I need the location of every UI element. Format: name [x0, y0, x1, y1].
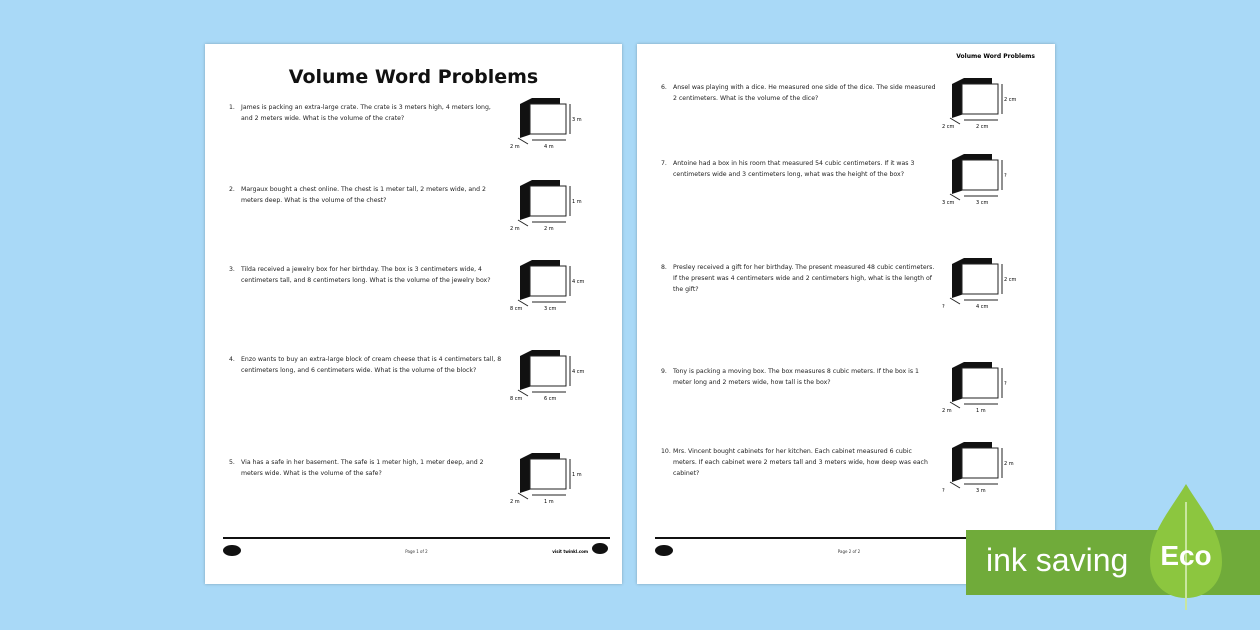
problem-number: 6.: [661, 84, 667, 91]
problem-body: James is packing an extra-large crate. The crate is 3 meters high, 4 meters long, and 2 meters wide. What is the volume of the crate?: [241, 104, 491, 122]
problem-body: Presley received a gift for her birthday. The present measured 48 cubic centimeters. If the present was 4 centimeters wide and 2 centimeters high, what is the length of the gift?: [673, 264, 935, 293]
dimension-label: 8 cm: [510, 306, 523, 312]
problem-text: [661, 262, 936, 295]
dimension-label: 2 m: [510, 499, 520, 505]
problem-number: 9.: [661, 368, 667, 375]
dimension-label: 3 m: [572, 117, 582, 123]
dimension-label: 4 cm: [976, 304, 989, 310]
problem-body: Mrs. Vincent bought cabinets for her kitchen. Each cabinet measured 6 cubic meters. If each cabinet were 2 meters tall and 3 meters wide, how deep was each cabinet?: [673, 448, 928, 477]
problem-text: [661, 158, 936, 180]
dimension-label: 3 m: [976, 488, 986, 494]
box-diagram: [510, 256, 585, 312]
problem-number: 8.: [661, 264, 667, 271]
worksheet-page-2: [637, 44, 1055, 584]
dimension-label: ?: [942, 304, 945, 310]
dimension-label: 2 m: [510, 144, 520, 150]
dimension-label: 2 cm: [942, 124, 955, 130]
dimension-label: 2 m: [544, 226, 554, 232]
dimension-label: ?: [942, 488, 945, 494]
dimension-label: ?: [1004, 173, 1007, 179]
dimension-label: 4 cm: [572, 369, 585, 375]
dimension-label: 8 cm: [510, 396, 523, 402]
problem-number: 1.: [229, 104, 235, 111]
dimension-label: 2 cm: [1004, 97, 1017, 103]
problem-number: 3.: [229, 266, 235, 273]
problem-body: Ansel was playing with a dice. He measured one side of the dice. The side measured 2 centimeters. What is the volume of the dice?: [673, 84, 936, 102]
box-diagram: [942, 74, 1017, 130]
dimension-label: 4 m: [544, 144, 554, 150]
dimension-label: 4 cm: [572, 279, 585, 285]
eco-label: Eco: [1160, 540, 1212, 571]
problem-body: Enzo wants to buy an extra-large block of cream cheese that is 4 centimeters tall, 8 centimeters long, and 6 centimeters wide. What is the volume of the block?: [241, 356, 502, 374]
problem-body: Tilda received a jewelry box for her birthday. The box is 3 centimeters wide, 4 centimeters tall, and 8 centimeters long. What is the volume of the jewelry box?: [241, 266, 491, 284]
page-footer: [223, 537, 610, 554]
problem-text: [229, 354, 504, 376]
dimension-label: 2 cm: [976, 124, 989, 130]
dimension-label: 2 m: [510, 226, 520, 232]
dimension-label: 1 m: [976, 408, 986, 414]
problem-body: Margaux bought a chest online. The chest is 1 meter tall, 2 meters wide, and 2 meters deep. What is the volume of the chest?: [241, 186, 486, 204]
worksheet-page-1: [205, 44, 622, 584]
dimension-label: 1 m: [572, 199, 582, 205]
dimension-label: 3 cm: [544, 306, 557, 312]
dimension-label: 2 m: [942, 408, 952, 414]
eco-leaf-icon: [1148, 482, 1224, 612]
box-diagram: [510, 346, 585, 402]
dimension-label: 2 cm: [1004, 277, 1017, 283]
problem-body: Tony is packing a moving box. The box measures 8 cubic meters. If the box is 1 meter long and 2 meters wide, how tall is the box?: [673, 368, 919, 386]
problem-text: [229, 184, 504, 206]
problem-number: 2.: [229, 186, 235, 193]
box-diagram: [510, 449, 580, 504]
dimension-label: 2 m: [1004, 461, 1014, 467]
problem-number: 7.: [661, 160, 667, 167]
ink-saving-label: ink saving: [986, 542, 1129, 578]
problem-body: Via has a safe in her basement. The safe is 1 meter high, 1 meter deep, and 2 meters wide. What is the volume of the safe?: [241, 459, 484, 477]
dimension-label: 1 m: [544, 499, 554, 505]
box-diagram: [942, 254, 1017, 310]
dimension-label: 6 cm: [544, 396, 557, 402]
page-number: Page 2 of 2: [837, 549, 861, 554]
problem-number: 4.: [229, 356, 235, 363]
page-title: Volume Word Problems: [288, 66, 539, 88]
problem-text: [229, 457, 504, 479]
dimension-label: ?: [1004, 381, 1007, 387]
problem-number: 10.: [661, 448, 671, 455]
problem-text: [661, 82, 936, 104]
box-diagram: [942, 150, 1012, 205]
box-diagram: [942, 358, 1012, 413]
problem-body: Antoine had a box in his room that measured 54 cubic centimeters. If it was 3 centimeters wide and 3 centimeters long, what was the height of the box?: [673, 160, 915, 178]
dimension-label: 1 m: [572, 472, 582, 478]
twinkl-logo-small: [592, 543, 608, 554]
page-number: Page 1 of 2: [405, 549, 428, 554]
page-header: Volume Word Problems: [956, 53, 1035, 60]
problem-text: [661, 446, 936, 479]
box-diagram: [942, 438, 1012, 493]
problem-number: 5.: [229, 459, 235, 466]
box-diagram: [510, 176, 580, 231]
dimension-label: 3 cm: [942, 200, 955, 206]
problem-text: [661, 366, 936, 388]
box-diagram: [510, 94, 580, 149]
problem-text: [229, 264, 504, 286]
problem-text: [229, 102, 504, 124]
footer-site: visit twinkl.com: [552, 549, 588, 554]
dimension-label: 3 cm: [976, 200, 989, 206]
